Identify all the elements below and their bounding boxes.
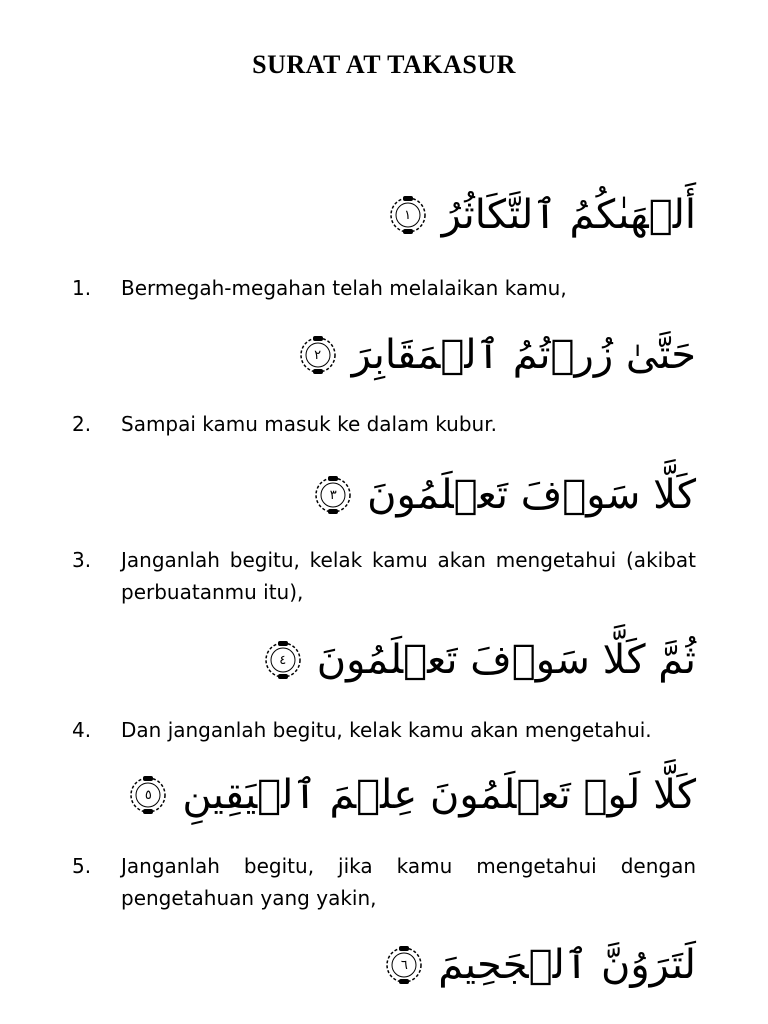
translation-text: Dan janganlah begitu, kelak kamu akan mengetahui. — [121, 718, 652, 742]
ayah-end-marker-icon — [298, 335, 338, 375]
translation-number: 3. — [72, 548, 92, 572]
arabic-text: كَلَّا لَوۡ تَعۡلَمُونَ عِلۡمَ ٱلۡيَقِينِ — [182, 772, 696, 818]
translation-3 — [72, 544, 696, 608]
translation-number: 2. — [72, 412, 92, 436]
ayah-number: ٦ — [400, 957, 408, 973]
ayah-number: ٥ — [144, 787, 152, 803]
ayah-end-marker-icon — [313, 475, 353, 515]
arabic-verse-5 — [128, 772, 696, 818]
ayah-number: ١ — [404, 207, 412, 223]
translation-number: 4. — [72, 718, 92, 742]
translation-1 — [72, 272, 696, 304]
arabic-verse-6 — [384, 942, 696, 988]
ayah-number: ٤ — [279, 652, 287, 668]
ayah-end-marker-icon — [388, 195, 428, 235]
arabic-text: كَلَّا سَوۡفَ تَعۡلَمُونَ — [367, 472, 696, 518]
page-title: SURAT AT TAKASUR — [252, 50, 516, 79]
arabic-text: أَلۡهَىٰكُمُ ٱلتَّكَاثُرُ — [441, 192, 696, 238]
translation-4 — [72, 714, 696, 746]
ayah-number: ٣ — [329, 487, 337, 503]
ayah-end-marker-icon — [263, 640, 303, 680]
ayah-end-marker-icon — [384, 945, 424, 985]
arabic-text: لَتَرَوُنَّ ٱلۡجَحِيمَ — [438, 942, 696, 988]
translation-5 — [72, 850, 696, 914]
translation-text: Sampai kamu masuk ke dalam kubur. — [121, 412, 497, 436]
ayah-number: ٢ — [314, 347, 322, 363]
translation-text: Janganlah begitu, jika kamu mengetahui dengan pengetahuan yang yakin, — [121, 854, 696, 910]
arabic-verse-3 — [313, 472, 696, 518]
arabic-verse-4 — [263, 637, 696, 683]
translation-text: Janganlah begitu, kelak kamu akan mengetahui (akibat perbuatanmu itu), — [121, 548, 696, 604]
arabic-text: حَتَّىٰ زُرۡتُمُ ٱلۡمَقَابِرَ — [351, 332, 696, 378]
arabic-verse-1 — [388, 192, 696, 238]
arabic-verse-2 — [298, 332, 696, 378]
translation-number: 5. — [72, 854, 92, 878]
translation-number: 1. — [72, 276, 92, 300]
translation-2 — [72, 408, 696, 440]
ayah-end-marker-icon — [128, 775, 168, 815]
translation-text: Bermegah-megahan telah melalaikan kamu, — [121, 276, 567, 300]
arabic-text: ثُمَّ كَلَّا سَوۡفَ تَعۡلَمُونَ — [316, 637, 696, 683]
